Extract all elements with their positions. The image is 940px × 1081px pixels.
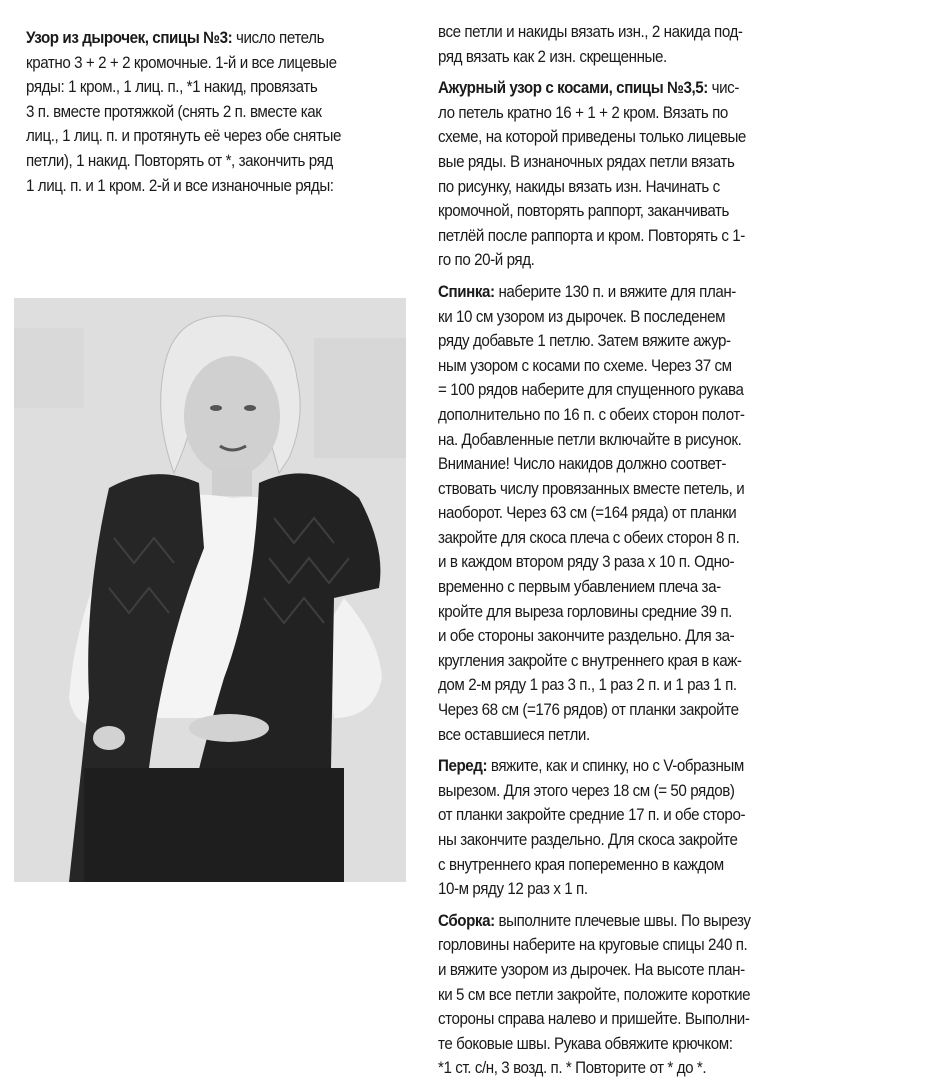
text-line: от планки закройте средние 17 п. и обе сторо- [438,806,746,825]
paragraph-assembly: Сборка: выполните плечевые швы. По вырезу горловины наберите на круговые спицы 240 п. и вяжите узором из дырочек. На высоте план- ки 5 см все петли закройте, положите короткие стороны справа налево и пришейте. Выполни- те боковые швы. Рукава обвяжите крючком: *1 ст. с/н, 3 возд. п. * Повторите от * до *. [438,909,751,1081]
text-line: все петли и накиды вязать изн., 2 накида под- [438,23,743,41]
left-text-column [26,26,341,198]
text-line: кругления закройте с внутреннего края в каж- [438,651,742,670]
text-line: ряды: 1 кром., 1 лиц. п., *1 накид, провязать [26,78,318,97]
text-line: ным узором с косами по схеме. Через 37 см [438,356,732,375]
paragraph-back: Спинка: наберите 130 п. и вяжите для план- ки 10 см узором из дырочек. В последенем ряду добавьте 1 петлю. Затем вяжите ажур- ным узором с косами по схеме. Через 37 см = 100 рядов наберите для спущенного рукава дополнительно по 16 п. с обеих сторон полот- на. Добавленные петли включайте в рисунок. Внимание! Число накидов должно соответ- ствовать числу провязанных вместе петель, и наоборот. Через 63 см (=164 ряда) от планки закройте для скоса плеча с обеих сторон 8 п. и в каждом втором ряду 3 раза х 10 п. Одно- временно с первым убавлением плеча за- кройте для выреза горловины средние 39 п. и обе стороны закончите раздельно. Для за- кругления закройте с внутреннего края в каж- дом 2-м ряду 1 раз 3 п., 1 раз 2 п. и 1 раз 1 п. Через 68 см (=176 рядов) от планки закройте все оставшиеся петли. [438,280,751,747]
heading-back: Спинка: [438,282,495,301]
text-line: закройте для скоса плеча с обеих сторон 8 п. [438,528,740,547]
text-line: Через 68 см (=176 рядов) от планки закройте [438,701,739,720]
text-line: и в каждом втором ряду 3 раза х 10 п. Одно- [438,553,735,572]
text-line: стороны справа налево и пришейте. Выполни- [438,1010,750,1029]
heading-eyelet-pattern: Узор из дырочек, спицы №3: [26,29,233,47]
text-line: вырезом. Для этого через 18 см (= 50 рядов) [438,781,735,800]
text-line: наоборот. Через 63 см (=164 ряда) от планки [438,504,737,523]
text-line: 1 лиц. п. и 1 кром. 2-й и все изнаночные ряды: [26,176,334,195]
text-line: петли), 1 накид. Повторять от *, закончить ряд [26,151,333,170]
text-line: 3 п. вместе протяжкой (снять 2 п. вместе как [26,102,322,121]
paragraph-continuation [438,20,751,69]
text-line: кройте для выреза горловины средние 39 п. [438,602,732,621]
heading-assembly: Сборка: [438,911,495,930]
heading-lace-cable-pattern: Ажурный узор с косами, спицы №3,5: [438,79,708,98]
text-line: схеме, на которой приведены только лицевые [438,128,746,147]
text-line: 10-м ряду 12 раз х 1 п. [438,880,588,899]
text-line: вые ряды. В изнаночных рядах петли вязать [438,152,735,171]
text-line: Внимание! Число накидов должно соответ- [438,455,727,474]
paragraph-lace-cable-pattern: Ажурный узор с косами, спицы №3,5: чис- ло петель кратно 16 + 1 + 2 кром. Вязать по схеме, на которой приведены только лицевые вые ряды. В изнаночных рядах петли вязать по рисунку, накиды вязать изн. Начинать с кромочной, повторять раппорт, заканчивать петлёй после раппорта и кром. Повторять с 1- го по 20-й ряд. [438,76,751,273]
text-line: дом 2-м ряду 1 раз 3 п., 1 раз 2 п. и 1 раз 1 п. [438,676,737,695]
text-line: и вяжите узором из дырочек. На высоте план- [438,960,745,979]
text-line: = 100 рядов наберите для спущенного рукава [438,381,744,400]
text-line: ствовать числу провязанных вместе петель, и [438,479,745,498]
text-line: ряд вязать как 2 изн. скрещенные. [438,47,667,66]
text-line: те боковые швы. Рукава обвяжите крючком: [438,1034,733,1053]
text-line: горловины наберите на круговые спицы 240 п. [438,936,748,955]
text-line: и обе стороны закончите раздельно. Для за- [438,627,735,646]
text-line: все оставшиеся петли. [438,725,590,744]
text-line: лиц., 1 лиц. п. и протянуть её через обе снятые [26,127,341,146]
text-line: ны закончите раздельно. Для скоса закройте [438,831,738,849]
text-line: *1 ст. с/н, 3 возд. п. * Повторите от * до *. [438,1059,707,1078]
text-line: кратно 3 + 2 + 2 кромочные. 1-й и все лицевые [26,53,337,72]
text-line: по рисунку, накиды вязать изн. Начинать с [438,177,720,196]
text-line: ки 5 см все петли закройте, положите короткие [438,985,751,1004]
text-line: временно с первым убавлением плеча за- [438,578,721,597]
heading-front: Перед: [438,757,488,776]
text-line: ряду добавьте 1 петлю. Затем вяжите ажур- [438,332,731,351]
text-line: го по 20-й ряд. [438,251,535,270]
text-line: с внутреннего края попеременно в каждом [438,855,724,874]
paragraph-eyelet-pattern: Узор из дырочек, спицы №3: число петель кратно 3 + 2 + 2 кромочные. 1-й и все лицевые ряды: 1 кром., 1 лиц. п., *1 накид, провязать 3 п. вместе протяжкой (снять 2 п. вместе как лиц., 1 лиц. п. и протянуть её через обе снятые петли), 1 накид. Повторять от *, закончить ряд 1 лиц. п. и 1 кром. 2-й и все изнаночные ряды: [26,26,341,198]
paragraph-front: Перед: вяжите, как и спинку, но с V-образным вырезом. Для этого через 18 см (= 50 рядов) от планки закройте средние 17 п. и обе сторо- ны закончите раздельно. Для скоса закройте с внутреннего края попеременно в каждом 10-м ряду 12 раз х 1 п. [438,754,751,902]
text-line: на. Добавленные петли включайте в рисунок. [438,430,742,449]
text-line: ки 10 см узором из дырочек. В последенем [438,307,726,326]
text-line: петлёй после раппорта и кром. Повторять с 1- [438,226,745,245]
text-line: кромочной, повторять раппорт, заканчивать [438,202,730,221]
text-line: ло петель кратно 16 + 1 + 2 кром. Вязать по [438,103,728,122]
right-text-column [438,20,751,1081]
photo-illustration [14,298,406,882]
model-photo [14,298,406,882]
text-line: дополнительно по 16 п. с обеих сторон полот- [438,405,745,424]
